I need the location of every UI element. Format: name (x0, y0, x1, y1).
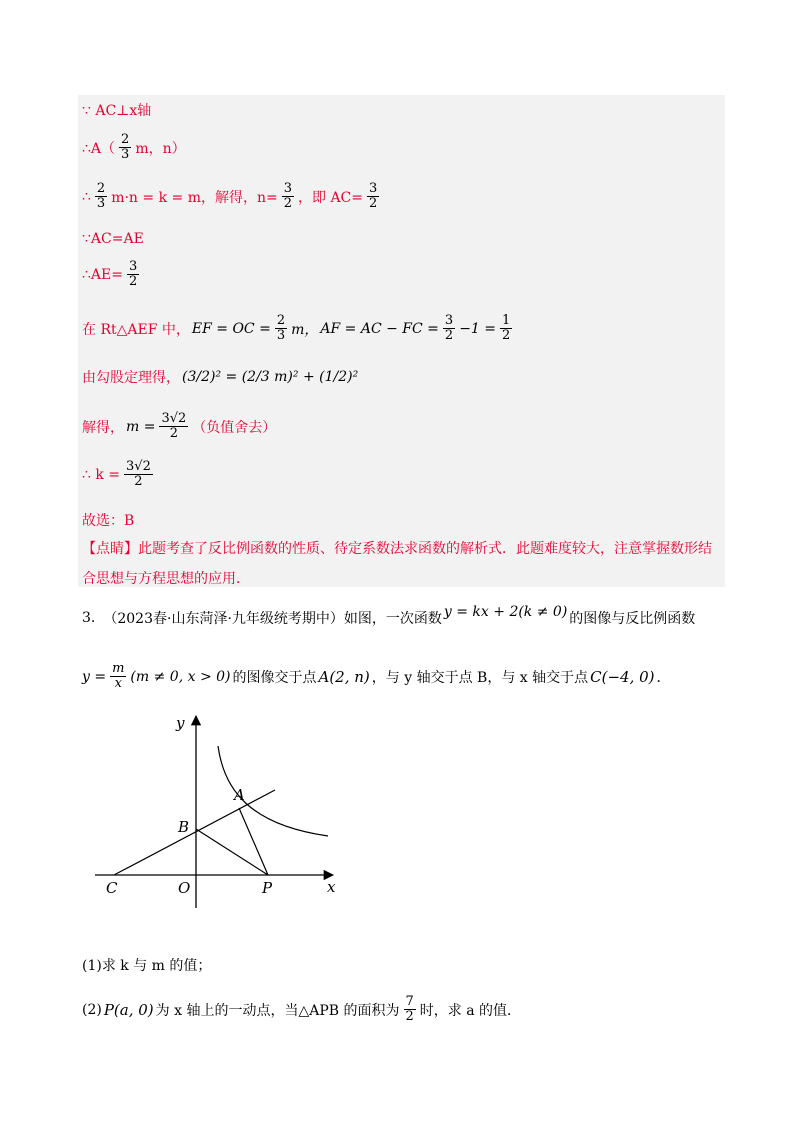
line-text: ∵ AC⊥x轴 (82, 103, 152, 119)
equation-part: EF = OC = (191, 320, 271, 337)
sub-question-text: 时，求 a 的值． (419, 1002, 522, 1019)
line-prefix: ∴AE= (82, 266, 123, 283)
line-prefix: 解得， (82, 419, 124, 436)
solution-line-8 (82, 412, 276, 441)
inverse-fraction (110, 662, 126, 691)
numerator: 2 (276, 313, 286, 328)
numerator: 2 (121, 132, 130, 147)
sub-question-text: (1)求 k 与 m 的值； (82, 958, 212, 974)
line-prefix: 在 Rt△AEF 中， (82, 321, 190, 338)
point-p: P(a, 0) (103, 1000, 154, 1019)
denominator: 2 (134, 474, 143, 489)
numerator: 3√2 (161, 411, 187, 426)
inverse-condition: (m ≠ 0, x > 0) (130, 668, 231, 685)
equation-part: m， (291, 321, 319, 338)
label-y: y (176, 714, 185, 732)
area-fraction (404, 995, 416, 1024)
question-text: 的图像交于点 (232, 669, 317, 686)
line-suffix: （负值舍去） (192, 419, 277, 436)
solution-line-6 (82, 314, 514, 343)
question-text: ，与 y 轴交于点 B，与 x 轴交于点 (371, 669, 589, 686)
numerator: 2 (96, 181, 106, 196)
fraction (275, 314, 287, 343)
point-c: C(−4, 0) (590, 667, 655, 686)
label-b: B (178, 818, 190, 836)
denominator: 2 (369, 196, 378, 211)
numerator: 3 (444, 313, 454, 328)
label-c: C (106, 879, 118, 897)
fraction (127, 260, 139, 289)
line-prefix: ∴ k = (82, 466, 121, 483)
numerator: 3√2 (126, 459, 151, 474)
segment-ap (239, 808, 268, 875)
question-text: ． (656, 669, 671, 686)
question-line-2 (82, 662, 671, 691)
denominator: 3 (121, 147, 130, 162)
solution-line-2 (82, 133, 186, 162)
numerator: 3 (369, 181, 378, 196)
question-text: 的图像与反比例函数 (569, 611, 696, 627)
denominator: x (114, 676, 122, 691)
equation-part: −1 = (459, 320, 497, 337)
line-text: ∵AC=AE (82, 231, 144, 247)
solution-line-1 (82, 100, 151, 120)
denominator: 2 (128, 274, 138, 289)
denominator: 2 (405, 1009, 414, 1024)
denominator: 2 (444, 328, 454, 343)
sub-question-2 (82, 995, 521, 1024)
segment-bp (196, 829, 268, 875)
denominator: 2 (169, 426, 179, 441)
denominator: 2 (283, 196, 292, 211)
fraction (159, 412, 188, 441)
numerator: 1 (502, 313, 511, 328)
solution-line-4 (82, 231, 144, 247)
line-text: 【点睛】此题考查了反比例函数的性质、待定系数法求函数的解析式．此题难度较大，注意掌握数形结 (82, 541, 712, 557)
line-rest: m，n） (135, 140, 186, 157)
label-x: x (327, 878, 336, 896)
fraction (124, 460, 153, 489)
label-p: P (262, 879, 273, 897)
solution-line-3 (82, 182, 381, 211)
line-text: 合思想与方程思想的应用． (82, 571, 250, 587)
solution-line-7 (82, 367, 358, 387)
line-prefix: ∴A（ (82, 140, 116, 157)
solution-line-9 (82, 460, 155, 489)
numerator: 3 (283, 181, 292, 196)
line-mid2: ，即 AC= (298, 189, 364, 206)
pythagorean-expression: (3/2)² = (2/3 m)² + (1/2)² (182, 369, 359, 385)
label-o: O (178, 879, 191, 897)
point-a: A(2, n) (318, 667, 370, 686)
equation-part: AF = AC − FC = (320, 320, 439, 337)
fraction (500, 314, 512, 343)
linear-function: y = kx + 2(k ≠ 0) (443, 604, 568, 620)
line-prefix: 由勾股定理得， (82, 370, 180, 386)
line-prefix: ∴ (82, 188, 91, 205)
line-ca (114, 790, 275, 875)
solution-line-5 (82, 260, 141, 289)
numerator: 7 (405, 994, 414, 1009)
fraction (282, 182, 294, 211)
question-source: （2023春·山东菏泽·九年级统考期中）如图，一次函数 (103, 611, 442, 627)
solution-line-12 (82, 568, 250, 588)
denominator: 2 (502, 328, 511, 343)
inverse-y: y = (82, 668, 107, 685)
line-text: 故选：B (82, 513, 135, 529)
denominator: 3 (96, 196, 106, 211)
question-number: 3. (82, 610, 96, 626)
fraction (443, 314, 455, 343)
function-graph-figure (90, 710, 350, 910)
line-mid: m·n = k = m，解得，n= (111, 189, 278, 206)
numerator: m (112, 661, 125, 676)
fraction (119, 133, 131, 162)
sub-question-1 (82, 955, 211, 975)
question-line-1 (82, 604, 696, 628)
fraction (95, 182, 107, 211)
numerator: 3 (128, 259, 138, 274)
denominator: 3 (276, 328, 286, 343)
solution-line-11 (82, 538, 712, 558)
label-a: A (234, 786, 245, 804)
equation-part: m = (126, 418, 156, 435)
sub-question-number: (2) (82, 1001, 102, 1018)
sub-question-text: 为 x 轴上的一动点，当△APB 的面积为 (155, 1002, 400, 1019)
fraction (367, 182, 379, 211)
solution-line-10 (82, 510, 134, 530)
